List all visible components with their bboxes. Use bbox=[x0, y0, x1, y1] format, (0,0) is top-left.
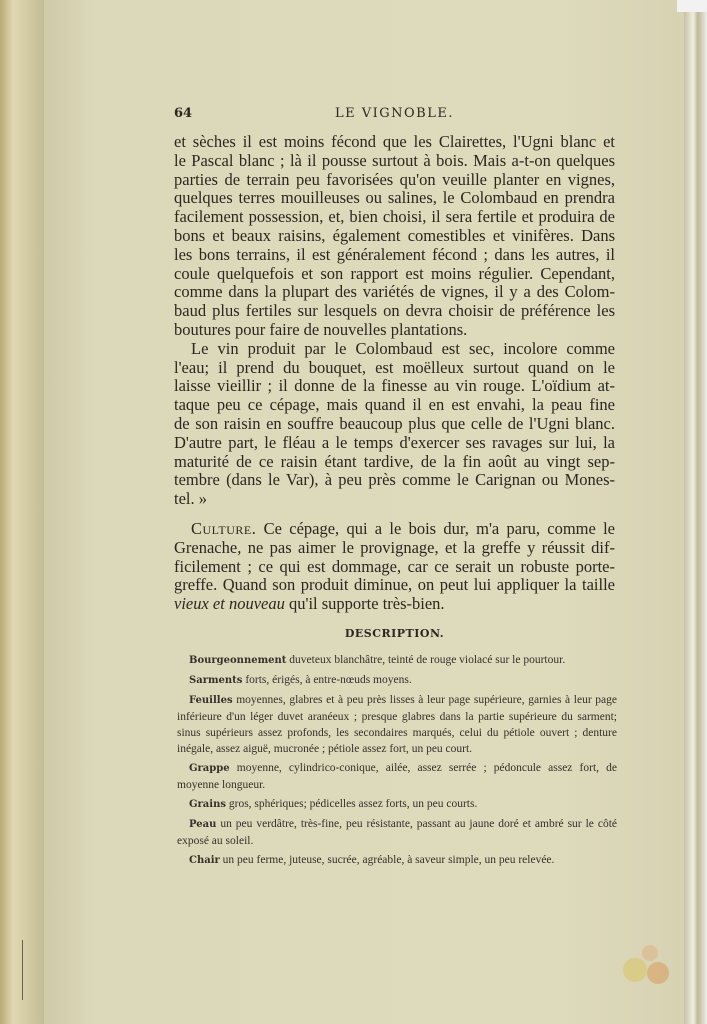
entry-term: Chair bbox=[189, 855, 220, 866]
description-entry bbox=[177, 816, 617, 849]
description-list bbox=[177, 652, 617, 872]
line: le Pascal blanc ; là il pousse surtout à bois. Mais a-t-on quelques bbox=[174, 150, 615, 170]
description-title: DESCRIPTION. bbox=[344, 627, 445, 640]
description-entry bbox=[177, 652, 617, 669]
line: et sèches il est moins fécond que les Clairettes, l'Ugni blanc et bbox=[174, 132, 615, 151]
line: parties de terrain peu favorisées qu'on veuille planter en vignes, bbox=[174, 169, 615, 189]
line: laisse vieillir ; il donne de la finesse au vin rouge. L'oïdium at- bbox=[174, 376, 615, 396]
line: facilement possession, et, bien choisi, il sera fertile et produira de bbox=[174, 207, 615, 227]
line: l'eau; il prend du bouquet, est moëlleux surtout quand on le bbox=[174, 357, 615, 377]
line: taque peu ce cépage, mais quand il en est envahi, la peau fine bbox=[174, 395, 615, 415]
line: quelques terres mouilleuses ou salines, le Colombaud en prendra bbox=[174, 188, 615, 208]
line: D'autre part, le fléau a le temps d'exercer ses ravages sur lui, la bbox=[174, 432, 615, 452]
line: ficilement ; ce qui est dommage, car ce serait un robuste porte- bbox=[174, 556, 615, 576]
italic-text: vieux et nouveau bbox=[174, 594, 285, 614]
line bbox=[174, 595, 615, 614]
line: baud plus fertiles sur lesquels on devra choisir de préférence les bbox=[174, 301, 615, 321]
culture-heading: Culture. bbox=[191, 518, 257, 538]
entry-text: un peu verdâtre, très-fine, peu résistante, passant au jaune doré et ambré sur le côté exposé au soleil. bbox=[177, 818, 617, 847]
description-entry bbox=[177, 852, 617, 869]
page-header bbox=[174, 106, 615, 124]
entry-text: gros, sphériques; pédicelles assez forts, un peu courts. bbox=[226, 798, 478, 810]
entry-text: un peu ferme, juteuse, sucrée, agréable, à saveur simple, un peu relevée. bbox=[219, 854, 555, 866]
line bbox=[174, 520, 615, 539]
description-entry bbox=[177, 760, 617, 793]
book-spine bbox=[0, 0, 44, 1024]
entry-term: Feuilles bbox=[189, 695, 233, 706]
description-entry bbox=[177, 672, 617, 689]
entry-text: moyennes, glabres et à peu près lisses à leur page supérieure, garnies à leur page inférieure d'un léger duvet aranéeux ; presque glabres dans la partie supérieure du sarment; sinus supérieurs assez profonds, les secondaires marqués, celui du pétiole ouvert ; denture inégale, assez aiguë, mucronée ; pétiole assez fort, un peu court. bbox=[177, 694, 617, 755]
running-title: LE VIGNOBLE. bbox=[334, 106, 454, 121]
line: greffe. Quand son produit diminue, on peut lui appliquer la taille bbox=[174, 575, 615, 595]
spine-mark bbox=[22, 940, 23, 1000]
entry-text: forts, érigés, à entre-nœuds moyens. bbox=[242, 674, 412, 686]
culture-paragraph bbox=[174, 520, 615, 614]
page-edges bbox=[684, 0, 707, 1024]
line: tel. » bbox=[174, 489, 207, 509]
line: tembre (dans le Var), à peu près comme le Carignan ou Mones- bbox=[174, 470, 615, 490]
entry-term: Grappe bbox=[189, 763, 230, 774]
entry-term: Grains bbox=[189, 799, 226, 810]
line: Le vin produit par le Colombaud est sec, incolore comme bbox=[191, 338, 615, 358]
line-text: qu'il supporte très-bien. bbox=[284, 594, 445, 614]
line-text: Ce cépage, qui a le bois dur, m'a paru, comme le bbox=[256, 518, 615, 538]
line: Grenache, ne pas aimer le provignage, et la greffe y réussit dif- bbox=[174, 537, 615, 557]
entry-text: moyenne, cylindrico-conique, ailée, assez serrée ; pédoncule assez fort, de moyenne longueur. bbox=[177, 762, 617, 791]
line: de son raisin en souffre beaucoup plus que celle de l'Ugni blanc. bbox=[174, 413, 615, 433]
page-number: 64 bbox=[174, 106, 193, 121]
paragraph-1 bbox=[174, 133, 615, 340]
entry-text: duveteux blanchâtre, teinté de rouge violacé sur le pourtour. bbox=[286, 654, 566, 666]
entry-term: Bourgeonnement bbox=[189, 655, 287, 666]
line: comme dans la plupart des variétés de vignes, il y a des Colom- bbox=[174, 282, 615, 302]
paragraph-2 bbox=[174, 340, 615, 509]
description-entry bbox=[177, 796, 617, 813]
entry-term: Peau bbox=[189, 819, 217, 830]
entry-term: Sarments bbox=[189, 675, 243, 686]
description-entry bbox=[177, 692, 617, 757]
fruit-watermark bbox=[610, 935, 680, 990]
line: bons et beaux raisins, également comestibles et vinifères. Dans bbox=[174, 225, 615, 245]
line: coule quelquefois et son rapport est moins régulier. Cependant, bbox=[174, 263, 615, 283]
corner bbox=[677, 0, 707, 12]
line: maturité de ce raisin étant tardive, de la fin août au vingt sep- bbox=[174, 451, 615, 471]
line: les bons terrains, il est généralement fécond ; dans les autres, il bbox=[174, 244, 615, 264]
line: boutures pour faire de nouvelles plantations. bbox=[174, 319, 468, 339]
body-text bbox=[174, 133, 615, 614]
